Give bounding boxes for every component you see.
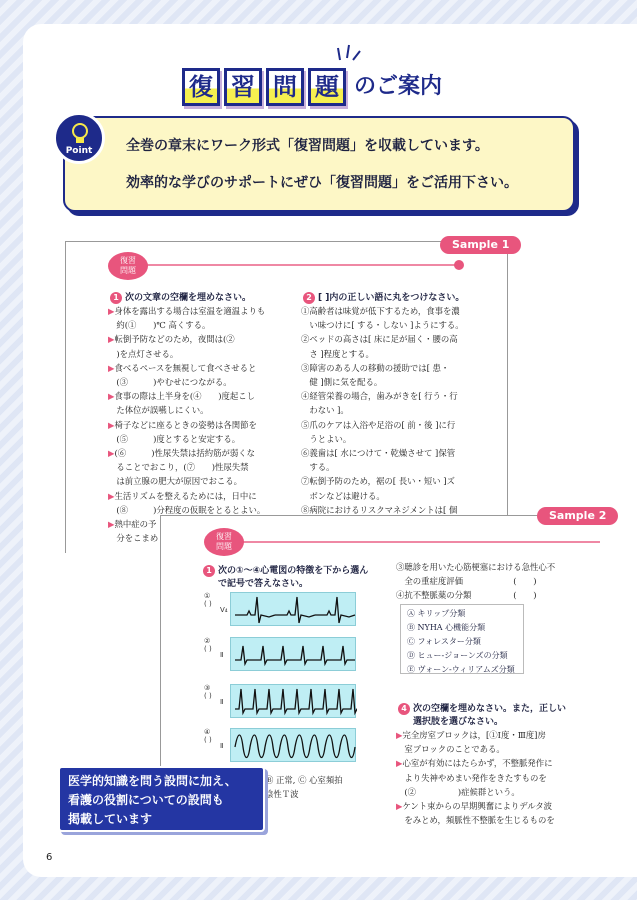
text-line: (⑤ )度とすると安定する。 — [108, 433, 241, 444]
text-line: ③聴診を用いた心筋梗塞における急性心不 — [396, 562, 556, 572]
text-line: 室ブロックのことである。 — [396, 744, 505, 755]
point-box — [63, 116, 575, 212]
callout-box — [58, 766, 265, 832]
ecg-beat — [235, 646, 255, 664]
question-text-cont: 選択肢を選びなさい。 — [413, 717, 504, 727]
text-line: ▶食事の際は上半身を(④ )度起こし — [108, 391, 255, 402]
ecg-beat — [315, 646, 335, 664]
question-number: 2 — [303, 292, 315, 304]
text-line: (③ )やむせにつながる。 — [108, 377, 232, 388]
text-line: ⑦転倒予防のため，裾の[ 長い・短い ]ズ — [301, 476, 455, 487]
text-line: (② )症候群という。 — [396, 786, 520, 797]
text-line: Ⓒ フォレスター分類 — [407, 637, 481, 646]
ecg-lead-label: V₄ — [220, 606, 228, 614]
text-line: ▶身体を露出する場合は室温を適温よりも — [108, 306, 266, 316]
question-1-lines — [108, 304, 265, 545]
ecg-beat — [235, 689, 249, 713]
review-badge-text: 復習 問題 — [120, 256, 136, 275]
text-line: ▶心室が有効にはたらかず，不整脈発作に — [396, 758, 553, 769]
page-number: 6 — [46, 852, 53, 863]
text-line: より失神やめまい発作をきたすものを — [396, 772, 547, 783]
ecg-lead-label: Ⅱ — [220, 651, 224, 659]
title-char: 復 — [182, 68, 220, 106]
bullet-triangle-icon: ▶ — [108, 448, 115, 459]
choice-box — [400, 604, 524, 674]
text-line: ▶椅子などに座るときの姿勢は各関節を — [108, 419, 257, 430]
text-line: する。 — [301, 462, 335, 473]
ecg-answer-label: ② ( ) — [204, 637, 212, 653]
lightbulb-icon — [68, 121, 92, 147]
text-line: は前立腺の肥大が原因でおこる。 — [108, 476, 242, 487]
ecg-beat — [305, 689, 319, 713]
ecg-answer-label: ④ ( ) — [204, 728, 212, 744]
question-number: 4 — [398, 703, 410, 715]
ecg-lead-label: Ⅱ — [220, 698, 224, 706]
callout-line: 掲載しています — [68, 812, 153, 826]
right-question-lines — [396, 560, 555, 603]
bullet-triangle-icon: ▶ — [396, 801, 403, 812]
question-4-lines — [396, 728, 555, 827]
ecg-beat — [275, 646, 295, 664]
ecg-beat — [315, 597, 355, 623]
ecg-lead-label: Ⅱ — [220, 742, 224, 750]
text-line: ▶(⑥ )性尿失禁は括約筋が弱くな — [108, 448, 255, 459]
ecg-beat — [340, 735, 355, 758]
bullet-triangle-icon: ▶ — [108, 490, 115, 501]
ecg-beat — [295, 735, 310, 758]
bullet-triangle-icon: ▶ — [108, 334, 115, 345]
text-line: ⑥義歯は[ 水につけて・乾燥させて ]保管 — [301, 448, 456, 459]
text-line: Ⓔ ヴォーン-ウィリアムズ分類 — [407, 665, 515, 674]
text-line: 分をこまめ — [108, 533, 159, 544]
sparkle-icon — [336, 44, 362, 62]
text-line: Ⓓ ヒュー-ジョーンズの分類 — [407, 651, 508, 660]
text-line: うとよい。 — [301, 433, 352, 444]
ecg-answer-label: ① ( ) — [204, 592, 212, 608]
sample-1-tag: Sample 1 — [440, 236, 521, 254]
ecg-beat — [319, 689, 333, 713]
review-badge — [204, 528, 244, 556]
question-heading — [303, 290, 464, 304]
ecg-beat — [295, 646, 315, 664]
text-line: ⑤爪のケアは入浴や足浴の[ 前・後 ]に行 — [301, 419, 456, 430]
question-number: 1 — [203, 565, 215, 577]
ecg-beat — [249, 689, 263, 713]
ecg-strip — [230, 728, 356, 762]
review-badge-text: 復習 問題 — [216, 532, 232, 551]
text-line: い味つけに[ する・しない ]ようにする。 — [301, 320, 464, 331]
text-line: わない ]。 — [301, 405, 349, 416]
text-line: 健 ]側に気を配る。 — [301, 377, 383, 388]
title-char: 習 — [224, 68, 262, 106]
ecg-beat — [250, 735, 265, 758]
sample-2-tag: Sample 2 — [537, 507, 618, 525]
ecg-waveform — [231, 593, 357, 627]
ecg-beat — [265, 735, 280, 758]
ecg-beat — [333, 689, 347, 713]
text-line: た体位が誤嚥しにくい。 — [108, 405, 209, 416]
ecg-beat — [255, 646, 275, 664]
ecg-beat — [235, 735, 250, 758]
question-2-lines — [301, 304, 464, 517]
question-heading — [110, 290, 251, 304]
ecg-strip — [230, 684, 356, 718]
ecg-waveform — [231, 638, 357, 672]
callout-line: 医学的知識を問う設問に加え、 — [68, 774, 237, 788]
text-line: 陰性Ｔ波 — [265, 789, 299, 800]
bullet-triangle-icon: ▶ — [396, 758, 403, 769]
question-text: 次の文章の空欄を埋めなさい。 — [125, 293, 252, 303]
point-line-1: 全巻の章末にワーク形式「復習問題」を収載しています。 — [126, 138, 489, 154]
text-line: ▶転倒予防などのため，夜間は(② — [108, 334, 235, 345]
text-line: Ⓐ キリップ分類 — [407, 609, 466, 618]
text-line: ⑧病院におけるリスクマネジメントは[ 個 — [301, 504, 458, 515]
ecg-waveform — [231, 685, 357, 719]
question-text: 次の空欄を埋めなさい。また，正しい — [413, 704, 567, 714]
text-line: ▶生活リズムを整えるためには，日中に — [108, 490, 257, 501]
ecg-strip — [230, 637, 356, 671]
text-line: ▶ケント束からの早期興奮によりデルタ波 — [396, 801, 553, 812]
page-title — [182, 62, 442, 106]
ecg-beat — [310, 735, 325, 758]
bullet-triangle-icon: ▶ — [108, 419, 115, 430]
callout-line: 看護の役割についての設問も — [68, 793, 224, 807]
question-text-cont: で記号で答えなさい。 — [218, 579, 309, 589]
point-line-2: 効率的な学びのサポートにぜひ「復習問題」をご活用下さい。 — [126, 175, 518, 191]
text-line: Ⓑ 正常, Ⓒ 心室頻拍 — [265, 775, 343, 785]
bullet-triangle-icon: ▶ — [108, 362, 115, 373]
ecg-beat — [263, 689, 277, 713]
text-line: (⑧ )分程度の仮眠をとるとよい。 — [108, 504, 266, 515]
bullet-triangle-icon: ▶ — [108, 306, 115, 316]
point-label: Point — [65, 146, 93, 156]
ecg-beat — [347, 689, 357, 713]
text-line: ▶食べるペースを無視して食べさせると — [108, 362, 257, 373]
question-number: 1 — [110, 292, 122, 304]
header-rule — [226, 541, 600, 543]
question-heading — [203, 563, 368, 577]
text-line: ④経管栄養の場合，歯みがきを[ 行う・行 — [301, 391, 458, 402]
ecg-waveform — [231, 729, 357, 763]
text-line: 約(① )℃ 高くする。 — [108, 320, 211, 331]
point-badge — [53, 112, 105, 164]
text-line: ③障害のある人の移動の援助では[ 患・ — [301, 362, 450, 373]
title-suffix: のご案内 — [354, 74, 443, 99]
text-line: さ ]程度とする。 — [301, 348, 374, 359]
ecg-beat — [291, 689, 305, 713]
ecg-answer-label: ③ ( ) — [204, 684, 212, 700]
text-line: ボンなどは避ける。 — [301, 490, 385, 501]
question-heading — [398, 701, 566, 715]
text-line: ②ベッドの高さは[ 床に足が届く・腰の高 — [301, 334, 458, 345]
header-rule-dot — [454, 260, 464, 270]
question-text: [ ]内の正しい語に丸をつけなさい。 — [318, 293, 465, 303]
ecg-beat — [277, 689, 291, 713]
bullet-triangle-icon: ▶ — [108, 519, 115, 530]
bullet-triangle-icon: ▶ — [396, 730, 403, 740]
bullet-triangle-icon: ▶ — [108, 391, 115, 402]
ecg-beat — [325, 735, 340, 758]
text-line: ①高齢者は味覚が低下するため，食事を濃 — [301, 306, 460, 316]
ecg-beat — [235, 597, 275, 623]
title-char: 問 — [266, 68, 304, 106]
text-line: をみとめ，頻脈性不整脈を生じるものを — [396, 815, 555, 826]
header-rule — [130, 264, 458, 266]
ecg-choices-partial — [265, 773, 343, 801]
text-line: ることでおこり，(⑦ )性尿失禁 — [108, 462, 249, 473]
text-line: ④抗不整脈薬の分類 ( ) — [396, 590, 537, 601]
question-text: 次の①〜④心電図の特徴を下から選ん — [218, 566, 369, 576]
ecg-beat — [275, 597, 315, 623]
text-line: 全の重症度評価 ( ) — [396, 576, 537, 587]
title-char: 題 — [308, 68, 346, 106]
text-line: ▶熱中症の予 — [108, 519, 157, 530]
text-line: )を点灯させる。 — [108, 348, 179, 359]
text-line: Ⓑ NYHA 心機能分類 — [407, 623, 486, 632]
text-line: ▶完全房室ブロックは，[①Ⅰ度・Ⅲ度]房 — [396, 730, 546, 740]
ecg-strip — [230, 592, 356, 626]
review-badge — [108, 252, 148, 280]
ecg-beat — [280, 735, 295, 758]
ecg-beat — [335, 646, 355, 664]
